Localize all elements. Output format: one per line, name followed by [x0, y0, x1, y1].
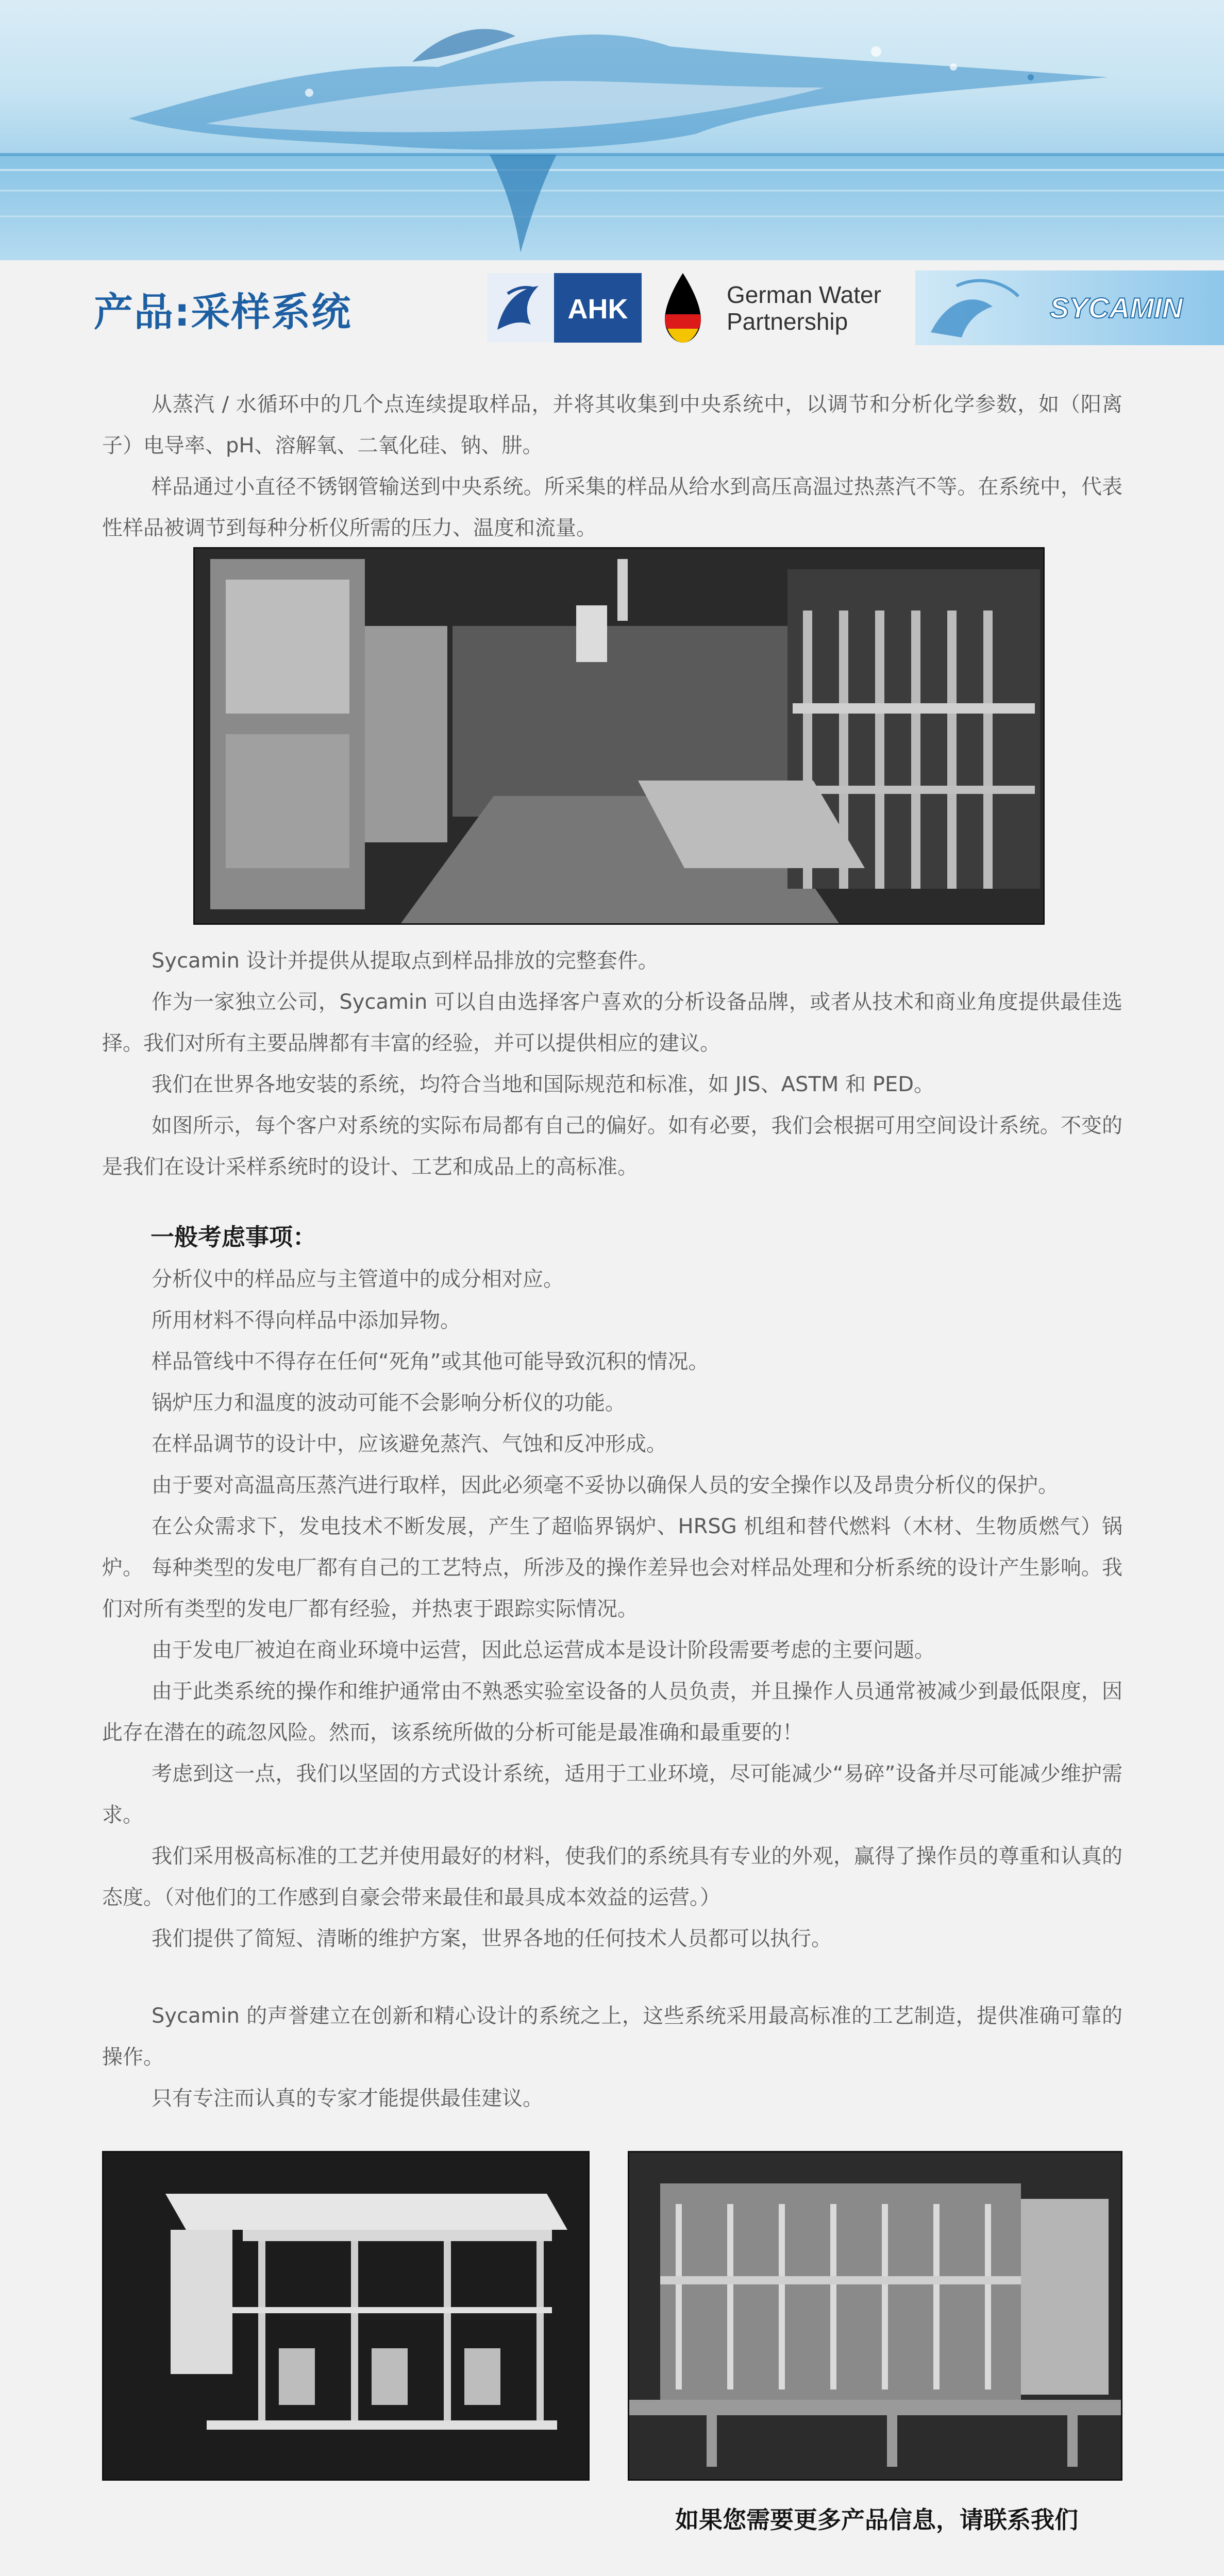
intro-paragraph-1: 从蒸汽 / 水循环中的几个点连续提取样品，并将其收集到中央系统中，以调节和分析化学参数，如（阳离子）电导率、pH、溶解氧、二氧化硅、钠、肼。 [102, 393, 1122, 457]
closing-paragraph-1: Sycamin 的声誉建立在创新和精心设计的系统之上，这些系统采用最高标准的工艺制造，提供准确可靠的操作。 [102, 2004, 1122, 2069]
consideration-item: 考虑到这一点，我们以坚固的方式设计系统，适用于工业环境，尽可能减少“易碎”设备并尽可能减少维护需求。 [102, 1762, 1122, 1827]
sycamin-logo [915, 270, 1224, 345]
intro-paragraph-2: 样品通过小直径不锈钢管输送到中央系统。所采集的样品从给水到高压高温过热蒸汽不等。在系统中，代表性样品被调节到每种分析仪所需的压力、温度和流量。 [102, 475, 1122, 540]
header-banner [0, 0, 1224, 260]
consideration-item: 由于此类系统的操作和维护通常由不熟悉实验室设备的人员负责，并且操作人员通常被减少到最低限度，因此存在潜在的疏忽风险。然而，该系统所做的分析可能是最准确和最重要的！ [102, 1680, 1122, 1744]
body-paragraph-4: 如图所示，每个客户对系统的实际布局都有自己的偏好。如有必要，我们会根据可用空间设计系统。不变的是我们在设计采样系统时的设计、工艺和成品上的高标准。 [102, 1114, 1122, 1179]
consideration-item: 我们提供了简短、清晰的维护方案，世界各地的任何技术人员都可以执行。 [152, 1927, 832, 1951]
consideration-item: 样品管线中不得存在任何“死角”或其他可能导致沉积的情况。 [152, 1350, 709, 1374]
water-splash-illustration [0, 0, 1224, 260]
body-paragraph-1: Sycamin 设计并提供从提取点到样品排放的完整套件。 [152, 949, 659, 973]
consideration-item: 锅炉压力和温度的波动可能不会影响分析仪的功能。 [152, 1391, 626, 1415]
considerations-heading: 一般考虑事项： [150, 1223, 316, 1251]
closing-paragraph-2: 只有专注而认真的专家才能提供最佳建议。 [152, 2087, 543, 2110]
body-paragraph-3: 我们在世界各地安装的系统，均符合当地和国际规范和标准，如 JIS、ASTM 和 PED。 [152, 1073, 935, 1096]
consideration-item: 由于发电厂被迫在商业环境中运营，因此总运营成本是设计阶段需要考虑的主要问题。 [152, 1638, 935, 1662]
consideration-item: 我们采用极高标准的工艺并使用最好的材料，使我们的系统具有专业的外观，赢得了操作员的尊重和认真的态度。（对他们的工作感到自豪会带来最佳和最具成本效益的运营。） [102, 1844, 1122, 1909]
contact-prompt: 如果您需要更多产品信息，请联系我们 [675, 2506, 1078, 2534]
sampling-room-photo [193, 547, 1045, 925]
gwp-text-line2: Partnership [727, 308, 848, 335]
page-title: 产品:采样系统 [94, 289, 352, 335]
consideration-item: 在样品调节的设计中，应该避免蒸汽、气蚀和反冲形成。 [152, 1432, 667, 1456]
sampling-panel-photo-left [102, 2151, 590, 2481]
consideration-item: 分析仪中的样品应与主管道中的成分相对应。 [152, 1267, 564, 1291]
consideration-item: 每种类型的发电厂都有自己的工艺特点，所涉及的操作差异也会对样品处理和分析系统的设计产生影响。我们对所有类型的发电厂都有经验，并热衷于跟踪实际情况。 [102, 1556, 1122, 1621]
sampling-panel-photo-right [628, 2151, 1122, 2481]
consideration-item: 由于要对高温高压蒸汽进行取样，因此必须毫不妥协以确保人员的安全操作以及昂贵分析仪的保护。 [152, 1473, 1059, 1497]
german-water-partnership-logo [660, 268, 907, 345]
gwp-text-line1: German Water [727, 281, 881, 308]
ahk-logo [487, 273, 642, 343]
consideration-item: 在公众需求下，发电技术不断发展，产生了超临界锅炉、HRSG 机组和替代燃料（木材、生物质燃气）锅炉。 [102, 1515, 1122, 1580]
body-paragraph-2: 作为一家独立公司，Sycamin 可以自由选择客户喜欢的分析设备品牌，或者从技术和商业角度提供最佳选择。我们对所有主要品牌都有丰富的经验，并可以提供相应的建议。 [102, 990, 1122, 1055]
ahk-logo-text: AHK [567, 294, 628, 325]
sycamin-logo-text: SYCAMIN [1049, 292, 1183, 324]
consideration-item: 所用材料不得向样品中添加异物。 [152, 1309, 461, 1332]
